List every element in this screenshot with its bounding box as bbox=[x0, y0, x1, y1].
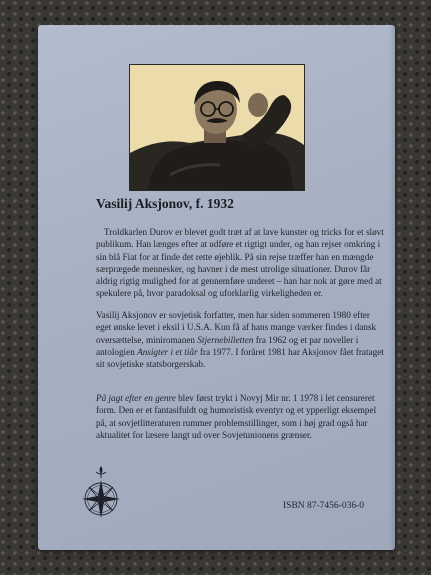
bio-title-stjernebilletten: Stjernebilletten bbox=[197, 334, 254, 345]
bio-text-end: fra 1977. I foråret 1981 har Aksjonov fået frataget sit sovjetiske statsborgerskab. bbox=[96, 346, 384, 370]
isbn-number: ISBN 87-7456-036-0 bbox=[283, 501, 365, 511]
book-back-cover bbox=[38, 25, 395, 550]
book-title-italic: På jagt efter en genre bbox=[96, 393, 176, 403]
publication-text: blev først trykt i Novyj Mir nr. 1 1978 i let censureret form. Den er et fantasifuldt og humoristisk eventyr og et ypperligt eksempel på, at sovjetlitteraturen rummer problemstillinger, som i høj grad også har aktualitet for læsere langt ud over Sovjetunionens grænser. bbox=[96, 393, 377, 440]
author-photo bbox=[129, 64, 305, 191]
author-bio-paragraph bbox=[96, 309, 385, 370]
bio-text-middle: fra 1962 og et par noveller i antologien bbox=[96, 334, 359, 357]
author-heading: Vasilij Aksjonov, f. 1932 bbox=[96, 196, 234, 211]
bio-text-start: Vasilij Aksjonov er sovjetisk forfatter, men har siden sommeren 1980 efter eget ønske levet i eksil i U.S.A. Kun få af hans mange værker findes i dansk oversættelse, miniromanen bbox=[96, 310, 377, 345]
bio-title-ansigter: Ansigter i et tiår bbox=[137, 346, 198, 357]
publication-paragraph bbox=[96, 392, 385, 441]
compass-rose-icon bbox=[80, 464, 122, 522]
synopsis-paragraph: Troldkarlen Durov er blevet godt træt af at lave kunster og tricks for et sløvt publikum. Han længes efter at udføre et rigtigt under, og han rejser omkring i sin blå Fiat for at finde det rette øjeblik. På sin rejse træffer han en mængde særprægede mennesker, og havner i de mest utrolige situationer. Durov får aldrig rigtig mulighed for at gennemføre underet – han har nok at gøre med at spekulere på, hvor paradoksal og uforklarlig virkeligheden er. bbox=[96, 227, 384, 299]
